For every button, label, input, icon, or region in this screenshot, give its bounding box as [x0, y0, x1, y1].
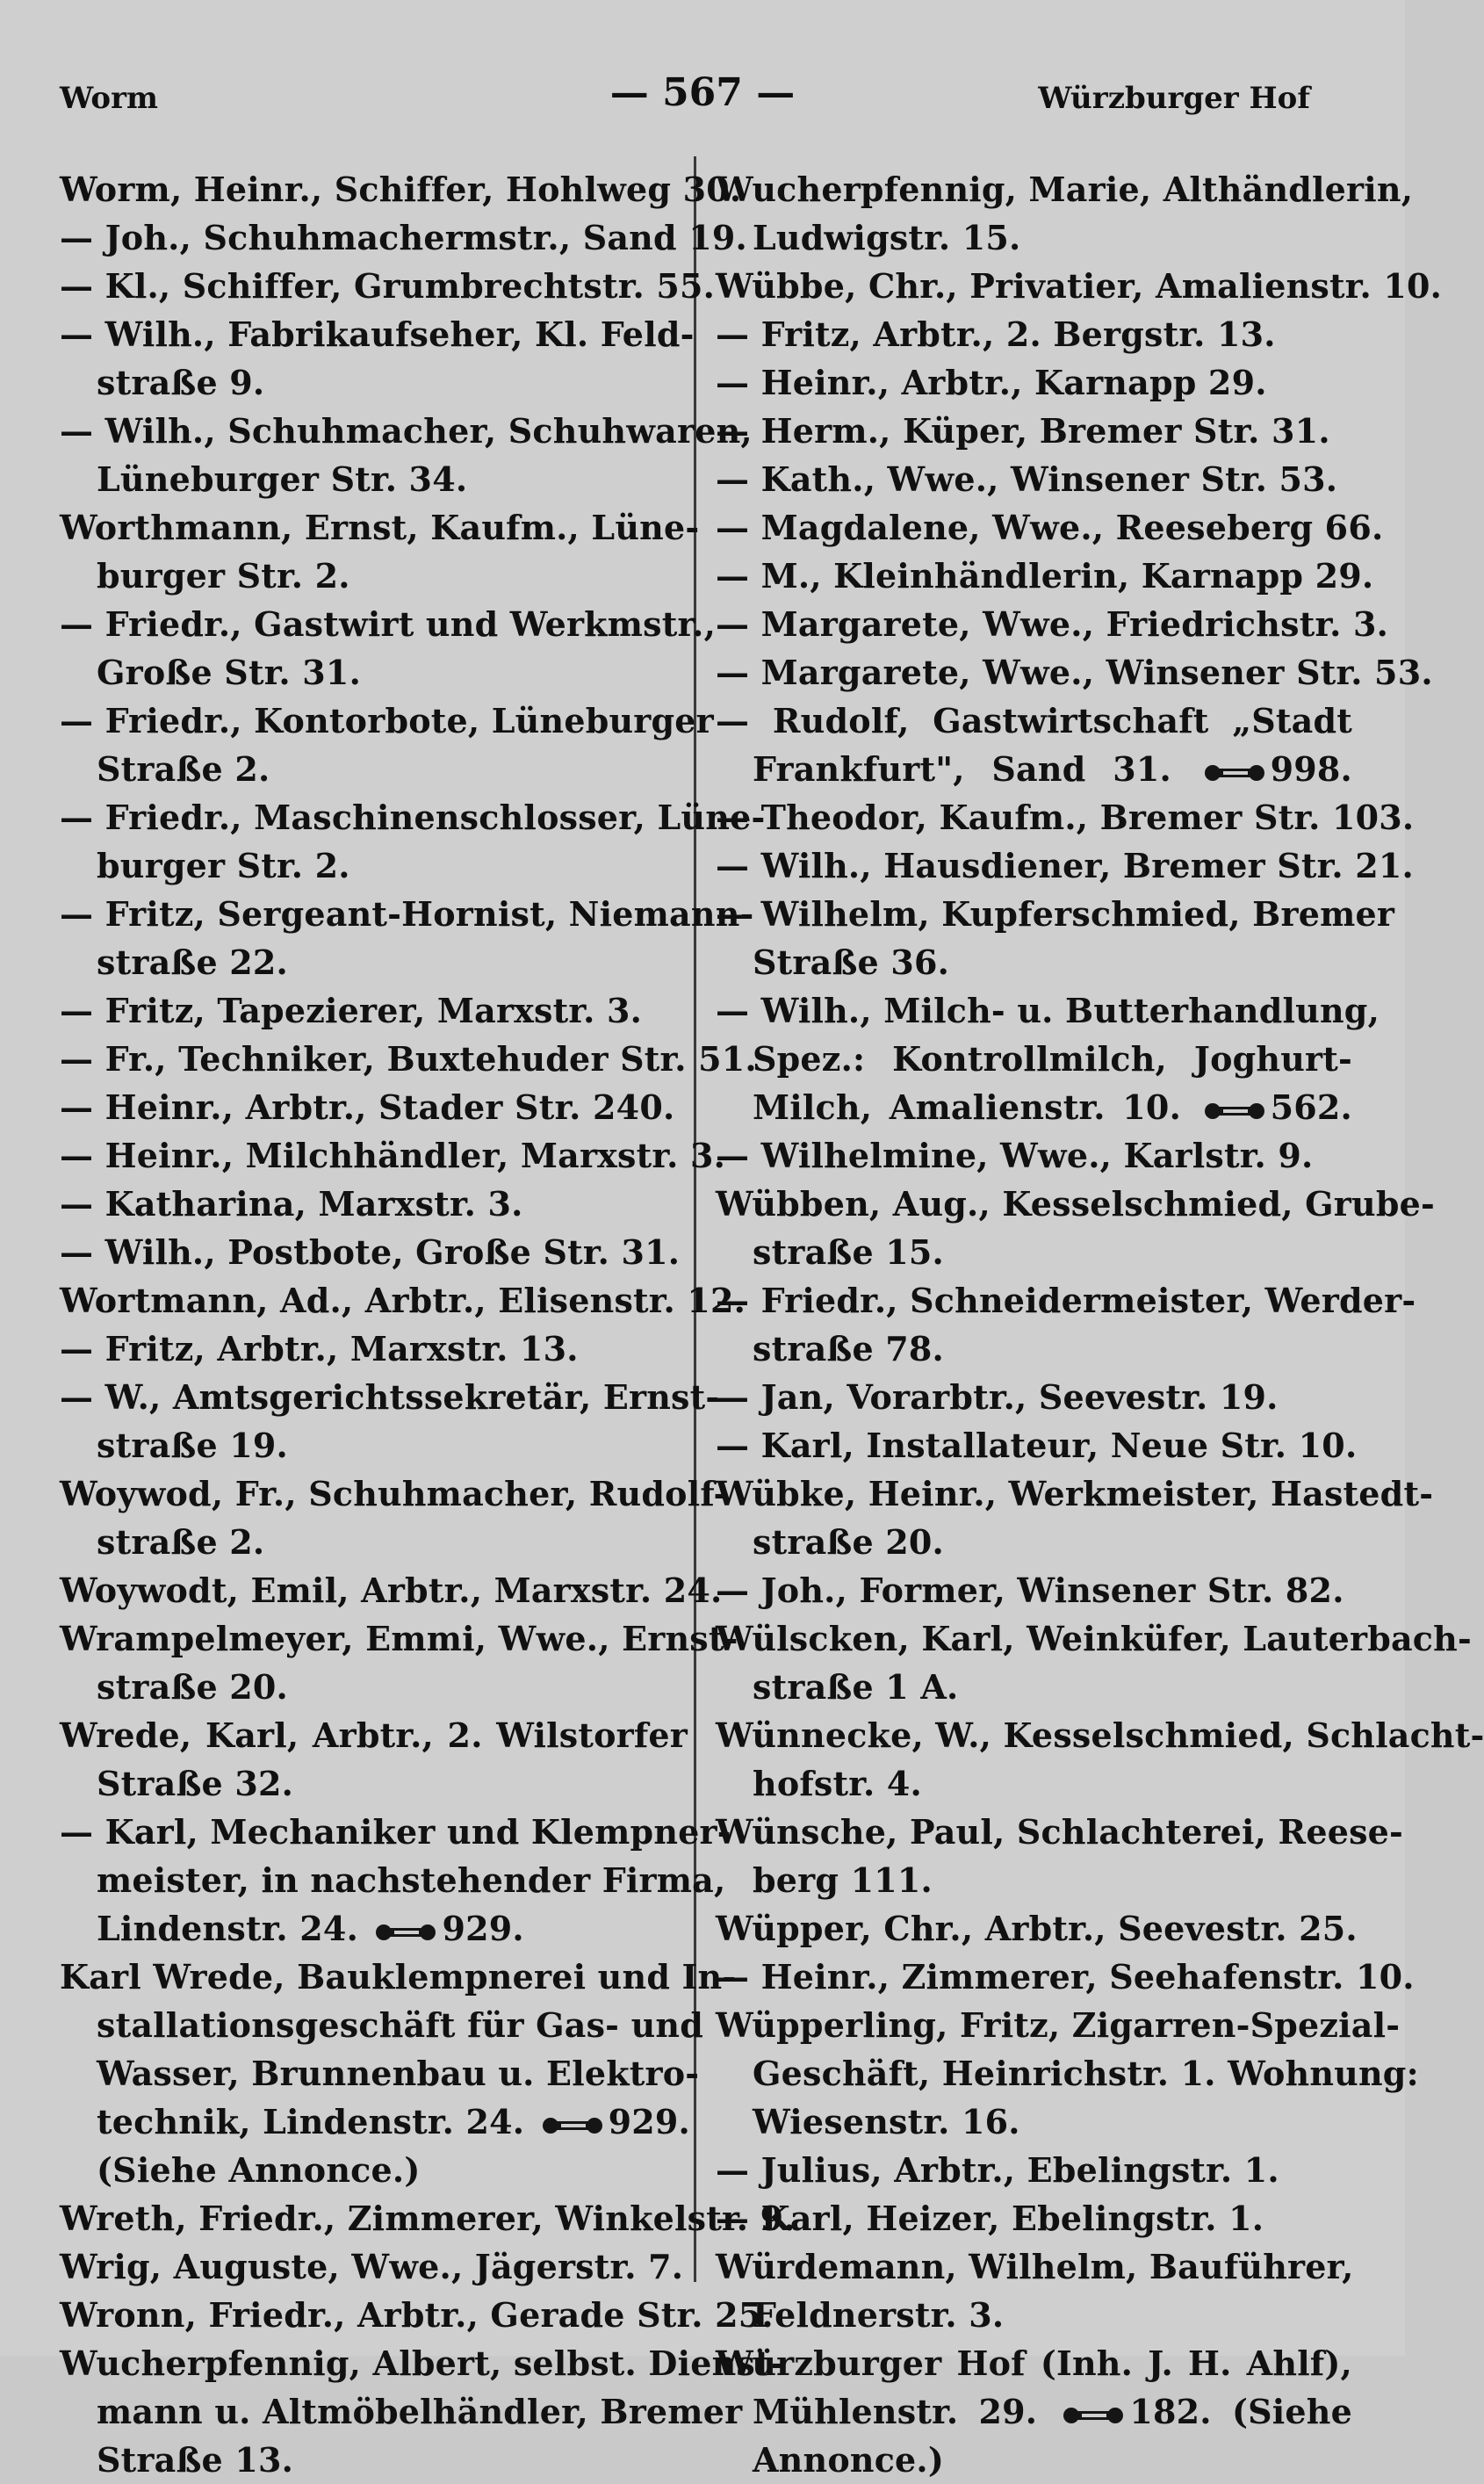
entry-text: straße 9. — [97, 363, 265, 402]
entry-text: — Joh., Schuhmachermstr., Sand 19. — [60, 218, 747, 257]
entry-text: hofstr. 4. — [753, 1764, 922, 1803]
entry-text: Wrede, Karl, Arbtr., 2. Wilstorfer — [60, 1715, 688, 1755]
entry-text: — Joh., Former, Winsener Str. 82. — [716, 1571, 1344, 1610]
phone-number: 182. — [1129, 2392, 1212, 2431]
entry-text: — Wilhelmine, Wwe., Karlstr. 9. — [716, 1136, 1314, 1175]
directory-line — [716, 2436, 1352, 2484]
directory-line — [60, 1469, 728, 1518]
entry-text: Wortmann, Ad., Arbtr., Elisenstr. 12. — [60, 1281, 746, 1320]
phone-number: 998. — [1270, 749, 1352, 789]
entry-text: Lindenstr. 24. — [97, 1909, 359, 1948]
directory-line — [716, 1373, 1352, 1421]
entry-text: — Kl., Schiffer, Grumbrechtstr. 55. — [60, 266, 716, 306]
telephone-icon — [1063, 2406, 1124, 2425]
directory-line — [60, 793, 766, 841]
entry-text: Würdemann, Wilhelm, Bauführer, — [716, 2247, 1354, 2286]
entry-text: straße 19. — [97, 1426, 288, 1465]
directory-line — [60, 1566, 723, 1614]
entry-text: Woywod, Fr., Schuhmacher, Rudolf- — [60, 1474, 728, 1513]
entry-text-suffix: (Siehe — [1211, 2392, 1352, 2431]
entry-text: Wünnecke, W., Kesselschmied, Schlacht- — [716, 1715, 1484, 1755]
telephone-icon — [1204, 763, 1265, 783]
directory-line — [716, 2098, 1352, 2146]
directory-line — [60, 1325, 688, 1373]
entry-text: — Herm., Küper, Bremer Str. 31. — [716, 411, 1330, 451]
directory-line — [60, 697, 714, 745]
directory-line — [60, 503, 700, 552]
entry-text: — Katharina, Marxstr. 3. — [60, 1184, 523, 1224]
entry-text: technik, Lindenstr. 24. — [97, 2102, 525, 2141]
entry-text: Worm, Heinr., Schiffer, Hohlweg 30. — [60, 170, 742, 209]
entry-text: — Wilh., Fabrikaufseher, Kl. Feld- — [60, 314, 695, 354]
entry-text: — Margarete, Wwe., Winsener Str. 53. — [716, 653, 1433, 692]
entry-text: Karl Wrede, Bauklempnerei und In- — [60, 1957, 737, 1997]
directory-line — [60, 358, 688, 407]
entry-text: — Friedr., Kontorbote, Lüneburger — [60, 701, 714, 740]
entry-text: straße 2. — [97, 1522, 265, 1562]
directory-line — [60, 407, 753, 455]
entry-text: Spez.: Kontrollmilch, Joghurt- — [753, 1039, 1352, 1079]
directory-line — [716, 697, 1352, 745]
entry-text: Milch, Amalienstr. 10. — [753, 1087, 1181, 1127]
directory-line — [60, 1711, 688, 1759]
directory-line — [60, 310, 695, 358]
entry-text: — Magdalene, Wwe., Reeseberg 66. — [716, 508, 1384, 547]
directory-line — [716, 1083, 1352, 1131]
directory-line — [60, 2387, 743, 2436]
entry-text: Wucherpfennig, Marie, Althändlerin, — [716, 170, 1414, 209]
running-header-right: Würzburger Hof — [1038, 81, 1310, 116]
directory-line — [716, 1953, 1415, 2001]
directory-line — [716, 1856, 1352, 1904]
directory-line — [716, 890, 1395, 938]
directory-line — [716, 503, 1384, 552]
directory-line — [60, 1518, 688, 1566]
entry-text: — Wilh., Milch- u. Butterhandlung, — [716, 991, 1380, 1030]
telephone-icon — [542, 2116, 603, 2135]
entry-text: — M., Kleinhändlerin, Karnapp 29. — [716, 556, 1374, 596]
entry-text: — Julius, Arbtr., Ebelingstr. 1. — [716, 2150, 1279, 2190]
entry-text: Wrig, Auguste, Wwe., Jägerstr. 7. — [60, 2247, 684, 2286]
entry-text: Wüpper, Chr., Arbtr., Seevestr. 25. — [716, 1909, 1358, 1948]
entry-text: Lüneburger Str. 34. — [97, 459, 468, 499]
directory-line — [716, 745, 1352, 793]
directory-line — [60, 2001, 703, 2049]
entry-text: Wrampelmeyer, Emmi, Wwe., Ernst- — [60, 1619, 738, 1658]
entry-text: Wübben, Aug., Kesselschmied, Grube- — [716, 1184, 1435, 1224]
entry-text: — Theodor, Kaufm., Bremer Str. 103. — [716, 798, 1415, 837]
directory-line — [716, 310, 1352, 358]
directory-line — [60, 1180, 688, 1228]
entry-text: — Friedr., Schneidermeister, Werder- — [716, 1281, 1416, 1320]
directory-line — [60, 1083, 688, 1131]
entry-text: — Karl, Installateur, Neue Str. 10. — [716, 1426, 1358, 1465]
entry-text: straße 15. — [753, 1232, 944, 1272]
entry-text: — Heinr., Arbtr., Stader Str. 240. — [60, 1087, 675, 1127]
entry-text: Wasser, Brunnenbau u. Elektro- — [97, 2054, 700, 2093]
directory-line — [60, 2098, 688, 2146]
directory-line — [60, 552, 688, 600]
telephone-icon — [1204, 1101, 1265, 1121]
entry-text: stallationsgeschäft für Gas- und — [97, 2005, 703, 2045]
directory-line — [60, 2242, 688, 2291]
entry-text: Wülscken, Karl, Weinküfer, Lauterbach- — [716, 1619, 1472, 1658]
directory-line — [60, 1614, 738, 1663]
directory-line — [716, 407, 1352, 455]
entry-text: Straße 32. — [97, 1764, 294, 1803]
directory-line — [716, 1180, 1435, 1228]
directory-line — [60, 600, 717, 648]
directory-line — [716, 2001, 1401, 2049]
right-column — [716, 165, 1484, 2484]
entry-text: Wünsche, Paul, Schlachterei, Reese- — [716, 1812, 1404, 1852]
entry-text: straße 78. — [753, 1329, 944, 1368]
entry-text: — Friedr., Maschinenschlosser, Lüne- — [60, 798, 766, 837]
directory-line — [60, 1035, 757, 1083]
entry-text: Würzburger Hof (Inh. J. H. Ahlf), — [716, 2343, 1352, 2383]
directory-line — [60, 986, 688, 1035]
entry-text: — Fritz, Arbtr., Marxstr. 13. — [60, 1329, 579, 1368]
directory-line — [716, 1566, 1352, 1614]
entry-text: — Karl, Mechaniker und Klempner- — [60, 1812, 731, 1852]
directory-line — [60, 1663, 688, 1711]
entry-text: — Rudolf, Gastwirtschaft „Stadt — [716, 701, 1352, 740]
entry-text: Wronn, Friedr., Arbtr., Gerade Str. 25. — [60, 2295, 774, 2335]
entry-text: — Karl, Heizer, Ebelingstr. 1. — [716, 2199, 1264, 2238]
directory-line — [60, 1953, 737, 2001]
directory-line — [716, 1131, 1352, 1180]
directory-line — [716, 2387, 1352, 2436]
directory-line — [60, 2194, 796, 2242]
entry-text: straße 1 A. — [753, 1667, 959, 1707]
directory-line — [716, 1325, 1352, 1373]
entry-text: — Margarete, Wwe., Friedrichstr. 3. — [716, 604, 1389, 644]
directory-line — [716, 1808, 1404, 1856]
page-number: — 567 — — [609, 70, 796, 115]
directory-line — [716, 1759, 1352, 1808]
directory-line — [716, 1904, 1358, 1953]
directory-line — [716, 2339, 1352, 2387]
entry-text: burger Str. 2. — [97, 556, 350, 596]
entry-text: Woywodt, Emil, Arbtr., Marxstr. 24. — [60, 1571, 723, 1610]
entry-text: straße 22. — [97, 942, 288, 982]
entry-text: — W., Amtsgerichtssekretär, Ernst- — [60, 1377, 720, 1417]
directory-line — [60, 1904, 688, 1953]
entry-text: meister, in nachstehender Firma, — [97, 1860, 726, 1900]
directory-line — [716, 2146, 1352, 2194]
directory-line — [716, 165, 1414, 213]
entry-text: Frankfurt", Sand 31. — [753, 749, 1171, 789]
directory-line — [716, 2291, 1352, 2339]
phone-number: 562. — [1270, 1087, 1352, 1127]
directory-line — [60, 165, 742, 213]
directory-line — [60, 841, 688, 890]
directory-line — [716, 1469, 1434, 1518]
directory-line — [60, 1276, 746, 1325]
directory-line — [716, 455, 1352, 503]
entry-text: Wreth, Friedr., Zimmerer, Winkelstr. 9. — [60, 2199, 796, 2238]
phone-number: 929. — [608, 2102, 690, 2141]
directory-line — [716, 793, 1415, 841]
entry-text: Straße 36. — [753, 942, 950, 982]
entry-text: — Heinr., Milchhändler, Marxstr. 3. — [60, 1136, 726, 1175]
entry-text: Ludwigstr. 15. — [753, 218, 1021, 257]
entry-text: — Fr., Techniker, Buxtehuder Str. 51. — [60, 1039, 757, 1079]
directory-line — [716, 2242, 1352, 2291]
entry-text: Feldnerstr. 3. — [753, 2295, 1005, 2335]
entry-text: Wüpperling, Fritz, Zigarren-Spezial- — [716, 2005, 1401, 2045]
entry-text: Straße 2. — [97, 749, 270, 789]
directory-line — [716, 600, 1389, 648]
directory-line — [60, 455, 688, 503]
directory-line — [60, 262, 716, 310]
entry-text: Große Str. 31. — [97, 653, 361, 692]
directory-line — [716, 2194, 1352, 2242]
directory-line — [60, 1856, 726, 1904]
directory-line — [60, 745, 688, 793]
directory-line — [60, 1759, 688, 1808]
entry-text: Mühlenstr. 29. — [753, 2392, 1038, 2431]
entry-text: straße 20. — [97, 1667, 288, 1707]
entry-text: Wübbe, Chr., Privatier, Amalienstr. 10. — [716, 266, 1443, 306]
directory-line — [716, 1228, 1352, 1276]
directory-line — [716, 648, 1433, 697]
entry-text: mann u. Altmöbelhändler, Bremer — [97, 2392, 743, 2431]
phone-number: 929. — [442, 1909, 524, 1948]
entry-text: berg 111. — [753, 1860, 933, 1900]
entry-text: — Fritz, Sergeant-Hornist, Niemann- — [60, 894, 754, 934]
directory-line — [716, 262, 1443, 310]
directory-line — [716, 1518, 1352, 1566]
entry-text: Wübke, Heinr., Werkmeister, Hastedt- — [716, 1474, 1434, 1513]
entry-text: — Fritz, Arbtr., 2. Bergstr. 13. — [716, 314, 1276, 354]
directory-line — [716, 1711, 1484, 1759]
directory-line — [716, 841, 1414, 890]
directory-line — [60, 213, 747, 262]
directory-line — [60, 1421, 688, 1469]
directory-line — [60, 648, 688, 697]
entry-text: — Heinr., Zimmerer, Seehafenstr. 10. — [716, 1957, 1415, 1997]
directory-line — [60, 1228, 688, 1276]
entry-text: — Wilh., Hausdiener, Bremer Str. 21. — [716, 846, 1414, 885]
directory-line — [716, 213, 1352, 262]
entry-text: Worthmann, Ernst, Kaufm., Lüne- — [60, 508, 700, 547]
directory-line — [60, 938, 688, 986]
entry-text: Annonce.) — [753, 2440, 945, 2480]
directory-line — [60, 2436, 688, 2484]
running-header-left: Worm — [60, 81, 158, 116]
entry-text: burger Str. 2. — [97, 846, 350, 885]
directory-line — [60, 2339, 785, 2387]
directory-line — [60, 1808, 731, 1856]
entry-text: — Wilhelm, Kupferschmied, Bremer — [716, 894, 1395, 934]
entry-text: (Siehe Annonce.) — [97, 2150, 421, 2190]
entry-text: — Kath., Wwe., Winsener Str. 53. — [716, 459, 1338, 499]
directory-line — [716, 986, 1380, 1035]
entry-text: Wiesenstr. 16. — [753, 2102, 1020, 2141]
directory-line — [716, 1663, 1352, 1711]
directory-line — [716, 1614, 1472, 1663]
entry-text: straße 20. — [753, 1522, 944, 1562]
entry-text: — Wilh., Schuhmacher, Schuhwaren, — [60, 411, 753, 451]
directory-line — [716, 552, 1374, 600]
directory-line — [60, 2291, 774, 2339]
directory-line — [716, 358, 1352, 407]
telephone-icon — [375, 1923, 436, 1942]
directory-line — [716, 2049, 1419, 2098]
entry-text: Wucherpfennig, Albert, selbst. Dienst- — [60, 2343, 785, 2383]
entry-text: — Fritz, Tapezierer, Marxstr. 3. — [60, 991, 643, 1030]
directory-line — [716, 1035, 1352, 1083]
directory-line — [60, 2049, 700, 2098]
entry-text: Geschäft, Heinrichstr. 1. Wohnung: — [753, 2054, 1419, 2093]
left-column — [60, 165, 796, 2484]
directory-line — [716, 938, 1352, 986]
directory-line — [60, 1131, 726, 1180]
directory-line — [60, 2146, 688, 2194]
entry-text: — Friedr., Gastwirt und Werkmstr., — [60, 604, 717, 644]
entry-text: Straße 13. — [97, 2440, 294, 2480]
entry-text: — Jan, Vorarbtr., Seevestr. 19. — [716, 1377, 1279, 1417]
directory-line — [60, 890, 754, 938]
directory-line — [60, 1373, 720, 1421]
directory-line — [716, 1276, 1416, 1325]
entry-text: — Heinr., Arbtr., Karnapp 29. — [716, 363, 1267, 402]
directory-line — [716, 1421, 1358, 1469]
entry-text: — Wilh., Postbote, Große Str. 31. — [60, 1232, 681, 1272]
